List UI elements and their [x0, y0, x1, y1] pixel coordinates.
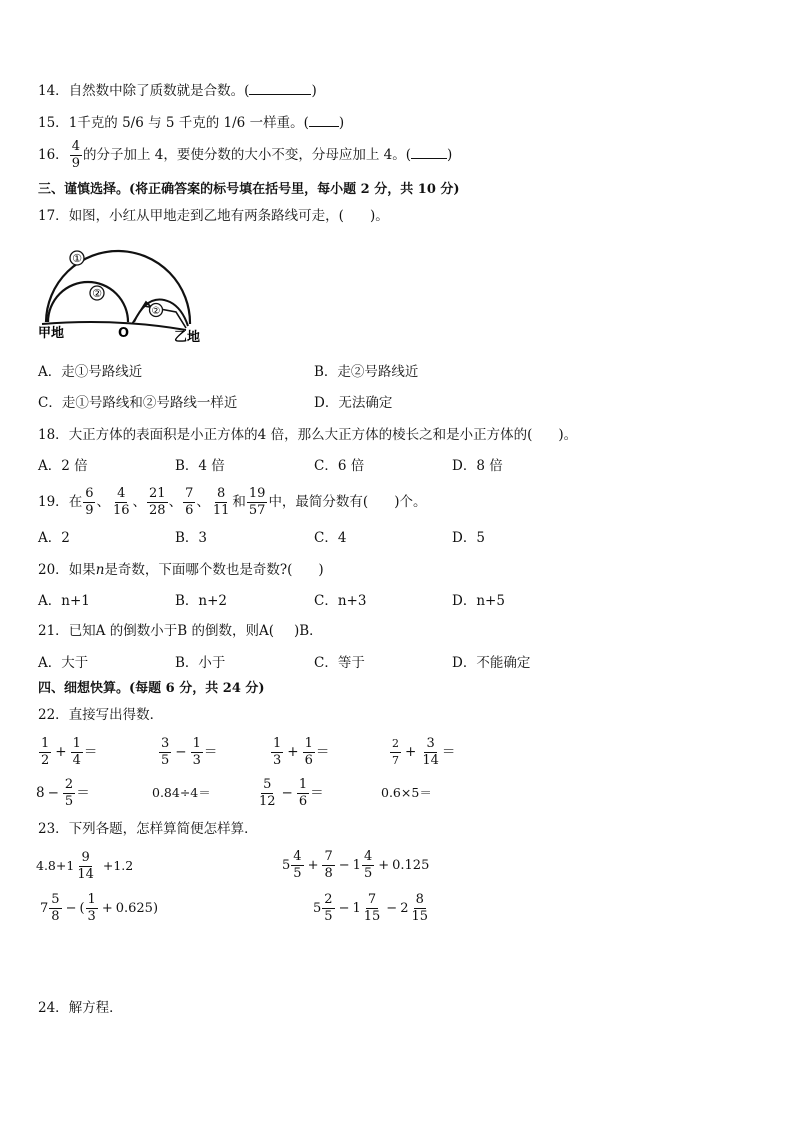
q18-option-c[interactable]: C．6 倍: [314, 458, 365, 474]
q17-option-d[interactable]: D．无法确定: [314, 395, 393, 411]
q22-problem-1: $\frac{1}{2}$ + $\frac{1}{4}$ ＝: [41, 736, 98, 768]
q18-text: 大正方体的表面积是小正方体的4 倍，那么大正方体的棱长之和是小正方体的(: [68, 427, 533, 443]
route-2-left-arc: [48, 282, 128, 322]
q19-option-d[interactable]: D．5: [452, 530, 485, 546]
question-20: 20．如果n是奇数，下面哪个数也是奇数?( ): [38, 562, 324, 578]
q22-problem-7: $\frac{5}{12}$ − $\frac{1}{6}$ ＝: [259, 777, 324, 809]
q20-option-b[interactable]: B．n+2: [175, 593, 228, 609]
question-14: 14．自然数中除了质数就是合数。( ): [38, 83, 317, 99]
q22-problem-8: 0.6×5＝: [381, 785, 432, 800]
q15-answer-blank[interactable]: [309, 114, 339, 127]
q16-number: 16．: [38, 147, 69, 163]
question-22: 22．直接写出得数．: [38, 707, 164, 723]
q15-text: 1千克的 5/6 与 5 千克的 1/6 一样重。(: [68, 115, 309, 131]
q19-option-c[interactable]: C．4: [314, 530, 347, 546]
q14-answer-blank[interactable]: [249, 82, 311, 95]
q18-option-d[interactable]: D．8 倍: [452, 458, 503, 474]
q20-variable: n: [95, 562, 105, 578]
q22-problem-6: 0.84÷4＝: [152, 785, 211, 800]
center-label: O: [118, 326, 130, 341]
q18-option-a[interactable]: A．2 倍: [38, 458, 88, 474]
question-15: 15．1千克的 5/6 与 5 千克的 1/6 一样重。( ): [38, 115, 345, 131]
q17-option-b[interactable]: B．走②号路线近: [314, 364, 419, 380]
q21-option-b[interactable]: B．小于: [175, 655, 226, 671]
question-24: 24．解方程．: [38, 1000, 123, 1016]
route-2-label: ②: [92, 287, 102, 300]
q16-text: 的分子加上 4，要使分数的大小不变，分母应加上 4。(: [82, 147, 411, 163]
q15-number: 15．: [38, 115, 69, 131]
route-1-label: ①: [72, 252, 82, 265]
q16-fraction: $\frac{4}{9}$: [71, 139, 80, 171]
q22-problem-4: $\frac{2}{7}$ + $\frac{3}{14}$ ＝: [392, 736, 456, 768]
question-21: 21．已知A 的倒数小于B 的倒数，则A( )B．: [38, 623, 323, 639]
q20-option-c[interactable]: C．n+3: [314, 593, 367, 609]
q20-option-a[interactable]: A．n+1: [38, 593, 90, 609]
question-19: 19．在 $\frac{6}{9}$ 、 $\frac{4}{16}$ 、 $\frac{21}{28}$ 、 $\frac{7}{6}$ 、 $\frac{8}{11}$ 和 $\frac{19}{57}$ 中，最简分数有( )个。: [38, 486, 427, 518]
end-label: 乙地: [174, 330, 201, 345]
question-23: 23．下列各题，怎样算简便怎样算．: [38, 821, 258, 837]
q23-expression-3: 7 $\frac{5}{8}$ − ( $\frac{1}{3}$ + 0.625): [40, 892, 159, 924]
section-4-heading: 四、细想快算。(每题 6 分，共 24 分): [38, 681, 265, 696]
q19-option-a[interactable]: A．2: [38, 530, 70, 546]
q23-expression-2: 5 $\frac{4}{5}$ + $\frac{7}{8}$ − 1 $\frac{4}{5}$ + 0.125: [282, 849, 430, 881]
q22-problem-2: $\frac{3}{5}$ − $\frac{1}{3}$ ＝: [161, 736, 218, 768]
q23-expression-1: 4.8+1 $\frac{9}{14}$ +1.2: [36, 850, 134, 882]
q18-option-b[interactable]: B．4 倍: [175, 458, 225, 474]
q22-problem-5: 8 − $\frac{2}{5}$ ＝: [36, 777, 90, 809]
q19-fraction-3: $\frac{21}{28}$: [149, 486, 166, 518]
q17-option-c[interactable]: C．走①号路线和②号路线一样近: [38, 395, 238, 411]
route-2b-label: ②: [151, 306, 161, 317]
q21-option-d[interactable]: D．不能确定: [452, 655, 531, 671]
q17-text: 如图，小红从甲地走到乙地有两条路线可走，(: [68, 208, 344, 224]
q17-number: 17．: [38, 208, 69, 224]
q14-number: 14．: [38, 83, 69, 99]
q17-option-a[interactable]: A．走①号路线近: [38, 364, 143, 380]
q17-route-diagram: [36, 244, 216, 346]
question-16: 16． $\frac{4}{9}$ 的分子加上 4，要使分数的大小不变，分母应加上 4。( ): [38, 139, 453, 171]
q19-fraction-6: $\frac{19}{57}$: [248, 486, 266, 518]
q19-option-b[interactable]: B．3: [175, 530, 208, 546]
q19-fraction-2: $\frac{4}{16}$: [112, 486, 130, 518]
q16-answer-blank[interactable]: [411, 146, 447, 159]
question-17: 17．如图，小红从甲地走到乙地有两条路线可走，( )。: [38, 208, 389, 224]
q19-fraction-1: $\frac{6}{9}$: [85, 486, 94, 518]
q21-option-a[interactable]: A．大于: [38, 655, 89, 671]
q21-option-c[interactable]: C．等于: [314, 655, 365, 671]
q20-option-d[interactable]: D．n+5: [452, 593, 505, 609]
q19-fraction-4: $\frac{7}{6}$: [185, 486, 194, 518]
q14-text: 自然数中除了质数就是合数。(: [68, 83, 250, 99]
section-3-heading: 三、谨慎选择。(将正确答案的标号填在括号里，每小题 2 分，共 10 分): [38, 182, 460, 197]
start-label: 甲地: [38, 326, 65, 341]
q23-expression-4: 5 $\frac{2}{5}$ − 1 $\frac{7}{15}$ − 2 $\frac{8}{15}$: [313, 892, 429, 924]
question-18: 18．大正方体的表面积是小正方体的4 倍，那么大正方体的棱长之和是小正方体的( )。: [38, 427, 578, 443]
q22-problem-3: $\frac{1}{3}$ + $\frac{1}{6}$ ＝: [273, 736, 330, 768]
q19-fraction-5: $\frac{8}{11}$: [212, 486, 230, 518]
